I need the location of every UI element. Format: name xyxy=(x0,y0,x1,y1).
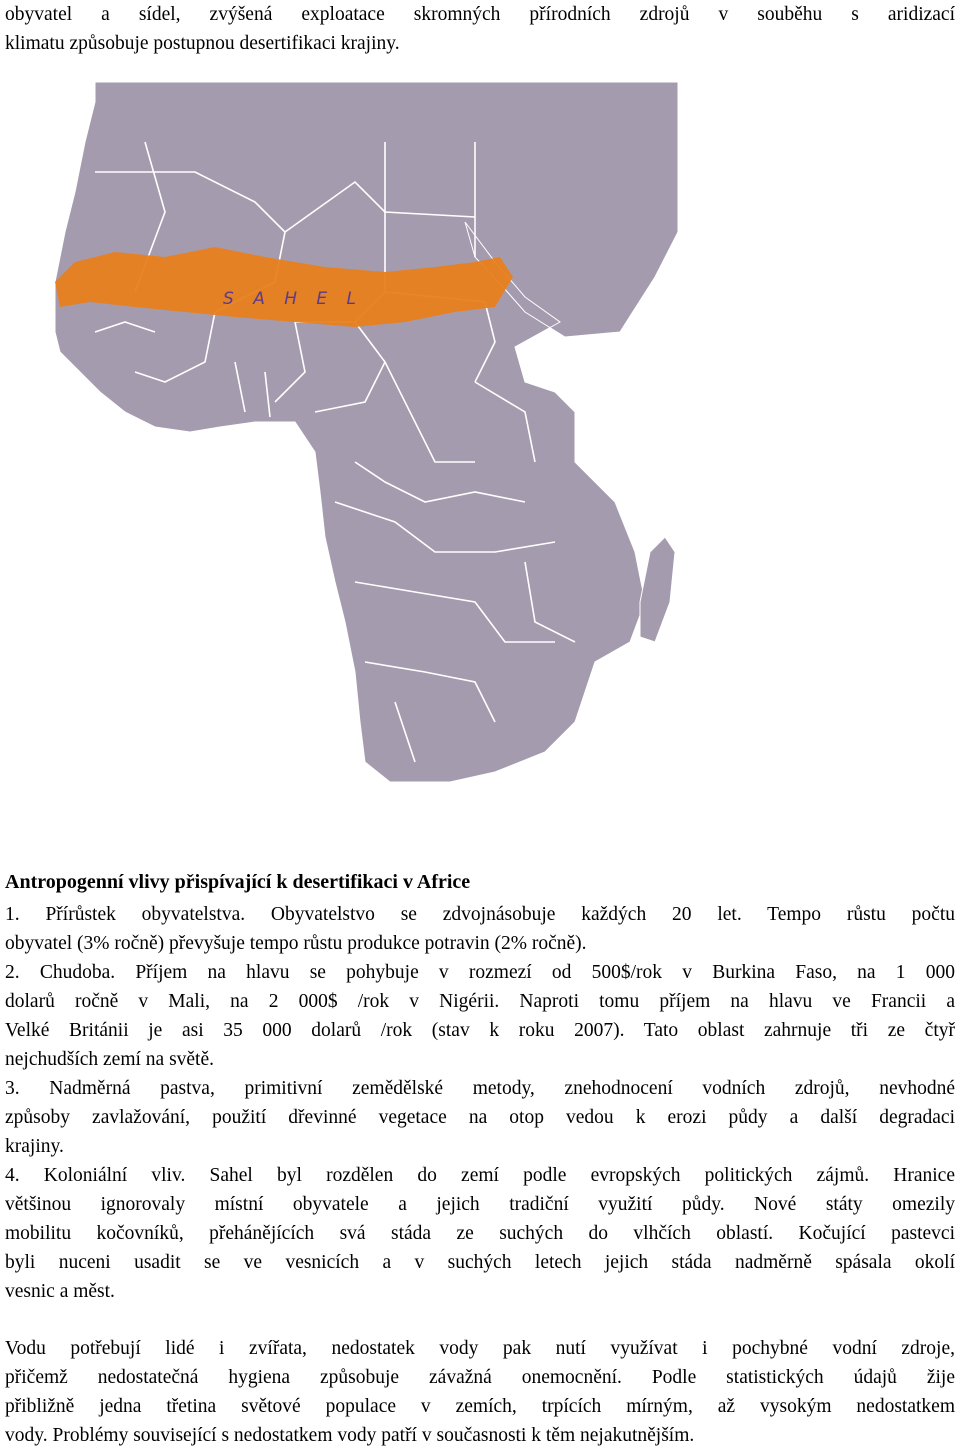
intro-line-2: klimatu způsobuje postupnou desertifikaci krajiny. xyxy=(5,33,400,54)
closing-line-4: vody. Problémy související s nedostatkem vody patří v současnosti k těm nejakutnějším. xyxy=(5,1425,695,1446)
point-1-line-1: 1. Přírůstek obyvatelstva. Obyvatelstvo se zdvojnásobuje každých 20 let. Tempo růstu počtu xyxy=(5,904,955,925)
sahel-map-figure xyxy=(55,82,678,782)
point-1-line-2: obyvatel (3% ročně) převyšuje tempo růstu produkce potravin (2% ročně). xyxy=(5,933,587,954)
point-4-paragraph xyxy=(5,1161,955,1306)
closing-line-3: přibližně jedna třetina světové populace v zemích, trpících mírným, až vysokým nedostatkem xyxy=(5,1396,955,1417)
point-1-paragraph xyxy=(5,900,955,958)
section-heading: Antropogenní vlivy přispívající k desertifikaci v Africe xyxy=(5,871,471,893)
point-2-line-3: Velké Británii je asi 35 000 dolarů /rok (stav k roku 2007). Tato oblast zahrnuje tři ze čtyř xyxy=(5,1020,955,1041)
point-3-paragraph xyxy=(5,1074,955,1161)
point-2-line-2: dolarů ročně v Mali, na 2 000$ /rok v Nigérii. Naproti tomu příjem na hlavu ve Francii a xyxy=(5,991,955,1012)
point-2-line-4: nejchudších zemí na světě. xyxy=(5,1049,215,1070)
point-4-line-1: 4. Koloniální vliv. Sahel byl rozdělen do zemí podle evropských politických zájmů. Hranice xyxy=(5,1165,955,1186)
point-3-line-3: krajiny. xyxy=(5,1136,64,1157)
closing-line-2: přičemž nedostatečná hygiena způsobuje závažná onemocnění. Podle statistických údajů žije xyxy=(5,1367,955,1388)
point-4-line-2: většinou ignorovaly místní obyvatele a jejich tradiční využití půdy. Nové státy omezily xyxy=(5,1194,955,1215)
point-3-line-2: způsoby zavlažování, použití dřevinné vegetace na otop vedou k erozi půdy a další degradaci xyxy=(5,1107,955,1128)
intro-paragraph xyxy=(5,0,955,58)
closing-line-1: Vodu potřebují lidé i zvířata, nedostatek vody pak nutí využívat i pochybné vodní zdroje, xyxy=(5,1338,955,1359)
point-4-line-5: vesnic a měst. xyxy=(5,1281,115,1302)
point-2-paragraph xyxy=(5,958,955,1074)
point-4-line-4: byli nuceni usadit se ve vesnicích a v suchých letech jejich stáda nadměrně spásala okolí xyxy=(5,1252,955,1273)
point-2-line-1: 2. Chudoba. Příjem na hlavu se pohybuje v rozmezí od 500$/rok v Burkina Faso, na 1 000 xyxy=(5,962,955,983)
point-4-line-3: mobilitu kočovníků, přehánějících svá stáda ze suchých do vlhčích oblastí. Kočující pastevci xyxy=(5,1223,955,1244)
sahel-label: S A H E L xyxy=(223,289,364,309)
point-3-line-1: 3. Nadměrná pastva, primitivní zemědělské metody, znehodnocení vodních zdrojů, nevhodné xyxy=(5,1078,955,1099)
intro-line-1: obyvatel a sídel, zvýšená exploatace skromných přírodních zdrojů v souběhu s aridizací xyxy=(5,4,955,25)
closing-paragraph xyxy=(5,1334,955,1450)
